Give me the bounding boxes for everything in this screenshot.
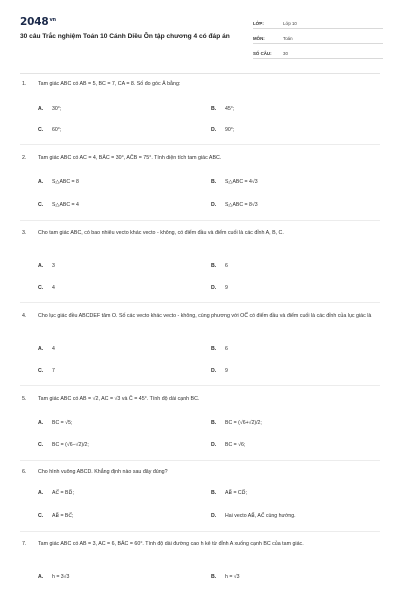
question-divider — [20, 460, 380, 461]
option-text: Hai vecto AB⃗, AC⃗ cùng hướng. — [225, 513, 296, 519]
option-letter: A. — [38, 263, 44, 269]
option-c[interactable] — [38, 285, 55, 291]
option-text: 9 — [225, 285, 228, 291]
option-letter: A. — [38, 179, 44, 185]
meta-key: MÔN: — [253, 36, 265, 41]
document-title: 30 câu Trắc nghiệm Toán 10 Cánh Diều Ôn tập chương 4 có đáp án — [20, 33, 230, 40]
meta-info — [253, 16, 383, 61]
option-text: 3 — [52, 263, 55, 269]
option-d[interactable] — [211, 368, 228, 374]
meta-key: SỐ CÂU: — [253, 51, 272, 56]
option-letter: A. — [38, 420, 44, 426]
option-text: AB⃗ = CD⃗; — [225, 490, 248, 496]
option-c[interactable] — [38, 127, 61, 133]
option-b[interactable] — [211, 179, 258, 185]
option-d[interactable] — [211, 202, 258, 208]
question-body: Cho hình vuông ABCD. Khẳng định nào sau đây đúng? — [38, 469, 168, 475]
option-letter: A. — [38, 106, 44, 112]
question-number: 5. — [22, 396, 27, 402]
option-letter: A. — [38, 346, 44, 352]
option-letter: C. — [38, 513, 44, 519]
option-letter: D. — [211, 127, 217, 133]
option-d[interactable] — [211, 442, 245, 448]
option-text: 4 — [52, 285, 55, 291]
question-body: Tam giác ABC có AC = 4, BÂC = 30°, AĈB = 75°. Tính diện tích tam giác ABC. — [38, 155, 222, 161]
option-b[interactable] — [211, 490, 247, 496]
option-a[interactable] — [38, 490, 74, 496]
option-b[interactable] — [211, 346, 228, 352]
option-text: BC = √5; — [52, 420, 73, 426]
question-body: Tam giác ABC có AB = 3, AC = 6, BÂC = 60°. Tính độ dài đường cao h kẻ từ đỉnh A xuống cạnh BC của tam giác. — [38, 541, 304, 547]
option-letter: B. — [211, 420, 217, 426]
option-text: 6 — [225, 346, 228, 352]
option-a[interactable] — [38, 346, 55, 352]
option-letter: B. — [211, 106, 217, 112]
option-text: BC = √6; — [225, 442, 246, 448]
option-c[interactable] — [38, 368, 55, 374]
question-body: Tam giác ABC có AB = √2, AC = √3 và Ĉ = 45°. Tính độ dài cạnh BC. — [38, 396, 200, 402]
option-letter: B. — [211, 490, 217, 496]
option-text: 30°; — [52, 106, 62, 112]
option-letter: D. — [211, 285, 217, 291]
option-letter: B. — [211, 263, 217, 269]
question-text — [22, 312, 380, 320]
page-header — [0, 0, 400, 82]
option-letter: B. — [211, 574, 217, 580]
option-text: 6 — [225, 263, 228, 269]
question-text — [22, 395, 380, 403]
question-number: 2. — [22, 155, 27, 161]
option-letter: D. — [211, 202, 217, 208]
option-a[interactable] — [38, 106, 61, 112]
option-text: S△ABC = 8 — [52, 179, 79, 185]
question-text — [22, 540, 380, 548]
option-b[interactable] — [211, 106, 234, 112]
option-text: AB⃗ = BC⃗; — [52, 513, 74, 519]
question-divider — [20, 385, 380, 386]
question-body: Cho lục giác đều ABCDEF tâm O. Số các vecto khác vecto - không, cùng phương với OC⃗ có điểm đầu và điểm cuối là các đỉnh của lục giác là — [38, 313, 372, 319]
option-b[interactable] — [211, 574, 240, 580]
question-divider — [20, 531, 380, 532]
option-d[interactable] — [211, 285, 228, 291]
question-text — [22, 154, 380, 162]
option-b[interactable] — [211, 420, 262, 426]
option-c[interactable] — [38, 202, 79, 208]
option-letter: A. — [38, 574, 44, 580]
option-d[interactable] — [211, 127, 234, 133]
meta-key: LỚP: — [253, 21, 264, 26]
meta-value: 30 — [283, 51, 288, 56]
meta-row-count — [253, 46, 383, 59]
question-body: Tam giác ABC có AB = 5, BC = 7, CA = 8. Số đo góc Â bằng: — [38, 81, 181, 87]
option-text: BC = (√6−√2)/2; — [52, 442, 89, 448]
option-a[interactable] — [38, 574, 69, 580]
option-d[interactable] — [211, 513, 296, 519]
option-text: S△ABC = 4√3 — [225, 179, 258, 185]
option-letter: C. — [38, 368, 44, 374]
option-letter: C. — [38, 285, 44, 291]
option-text: 90°; — [225, 127, 235, 133]
option-c[interactable] — [38, 513, 73, 519]
meta-value: Toán — [283, 36, 293, 41]
header-divider — [20, 73, 380, 74]
meta-value: Lớp 10 — [283, 21, 297, 26]
question-divider — [20, 302, 380, 303]
option-a[interactable] — [38, 263, 55, 269]
option-text: 4 — [52, 346, 55, 352]
meta-row-subject — [253, 31, 383, 44]
option-text: 45°; — [225, 106, 235, 112]
option-text: 60°; — [52, 127, 62, 133]
question-text — [22, 229, 380, 237]
option-c[interactable] — [38, 442, 89, 448]
option-text: h = √3 — [225, 574, 240, 580]
option-letter: C. — [38, 202, 44, 208]
option-letter: B. — [211, 346, 217, 352]
option-text: 9 — [225, 368, 228, 374]
question-number: 7. — [22, 541, 27, 547]
option-text: S△ABC = 4 — [52, 202, 79, 208]
question-number: 4. — [22, 313, 27, 319]
site-logo[interactable] — [20, 16, 56, 28]
question-number: 6. — [22, 469, 27, 475]
question-divider — [20, 220, 380, 221]
question-number: 3. — [22, 230, 27, 236]
option-letter: B. — [211, 179, 217, 185]
option-text: 7 — [52, 368, 55, 374]
option-letter: C. — [38, 127, 44, 133]
question-text — [22, 80, 380, 88]
option-text: BC = (√6+√2)/2; — [225, 420, 262, 426]
meta-row-class — [253, 16, 383, 29]
question-divider — [20, 144, 380, 145]
option-letter: A. — [38, 490, 44, 496]
question-body: Cho tam giác ABC, có bao nhiêu vecto khác vecto - không, có điểm đầu và điểm cuối là các đỉnh A, B, C. — [38, 230, 284, 236]
option-text: S△ABC = 8√3 — [225, 202, 258, 208]
option-a[interactable] — [38, 179, 79, 185]
option-b[interactable] — [211, 263, 228, 269]
option-letter: C. — [38, 442, 44, 448]
logo-text: 2048 — [20, 16, 49, 28]
question-text — [22, 468, 380, 476]
option-letter: D. — [211, 442, 217, 448]
logo-suffix: vn — [49, 16, 56, 23]
option-text: AC⃗ = BD⃗; — [52, 490, 74, 496]
option-letter: D. — [211, 368, 217, 374]
option-text: h = 3√3 — [52, 574, 70, 580]
option-a[interactable] — [38, 420, 72, 426]
question-number: 1. — [22, 81, 27, 87]
option-letter: D. — [211, 513, 217, 519]
